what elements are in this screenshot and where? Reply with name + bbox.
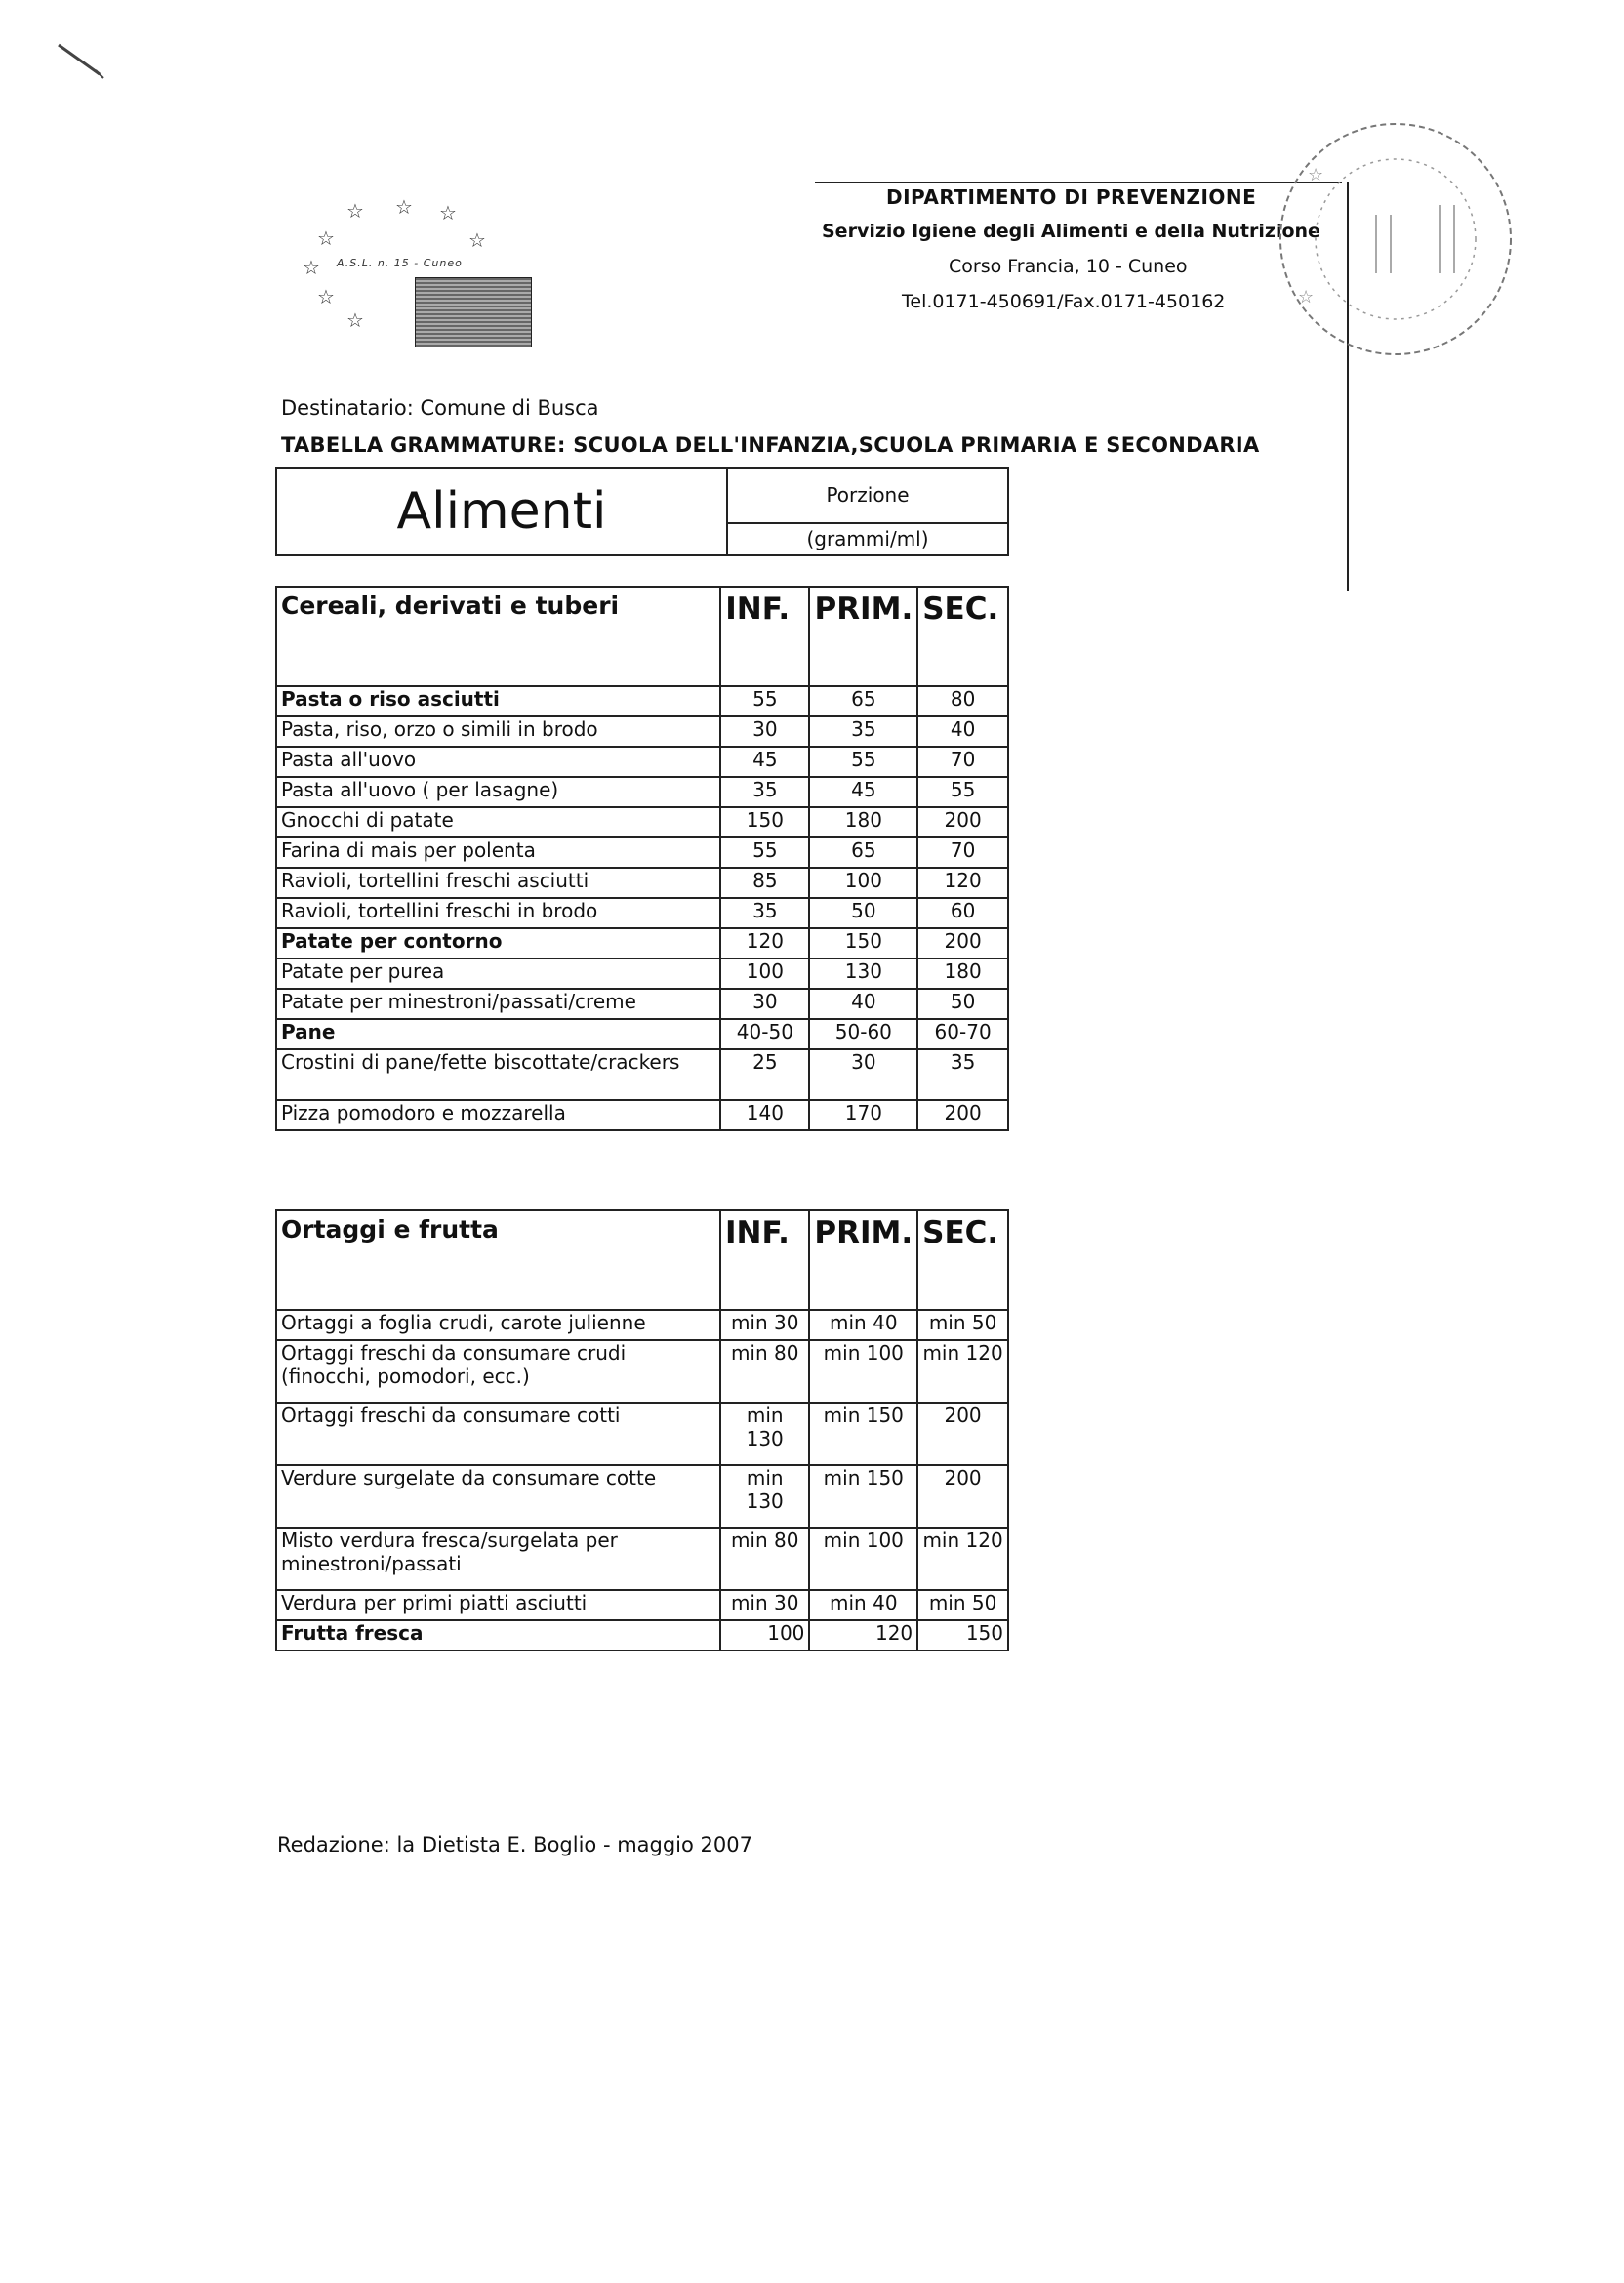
ortaggi-table <box>275 1209 1009 1651</box>
alimenti-header-table <box>275 467 1009 556</box>
pen-mark-icon <box>57 41 105 80</box>
value-sec: min 120 <box>917 1528 1008 1590</box>
value-prim: min 40 <box>809 1310 917 1340</box>
service-name: Servizio Igiene degli Alimenti e della Nutrizione <box>822 221 1320 242</box>
value-sec: 60 <box>917 898 1008 928</box>
food-name: Pane <box>276 1019 720 1049</box>
value-prim: 65 <box>809 837 917 868</box>
value-prim: 50-60 <box>809 1019 917 1049</box>
food-name: Pasta all'uovo <box>276 747 720 777</box>
food-name: Ortaggi freschi da consumare crudi (finocchi, pomodori, ecc.) <box>276 1340 720 1403</box>
value-prim: 30 <box>809 1049 917 1100</box>
value-sec: 120 <box>917 868 1008 898</box>
table-row <box>276 837 1008 868</box>
food-name: Pizza pomodoro e mozzarella <box>276 1100 720 1130</box>
value-sec: 70 <box>917 747 1008 777</box>
value-inf: min 30 <box>720 1310 809 1340</box>
table-row <box>276 807 1008 837</box>
food-name: Ravioli, tortellini freschi in brodo <box>276 898 720 928</box>
star-icon: ☆ <box>317 226 335 250</box>
value-sec: 180 <box>917 958 1008 989</box>
value-prim: 170 <box>809 1100 917 1130</box>
value-sec: 80 <box>917 686 1008 716</box>
cereali-table <box>275 586 1009 1131</box>
value-inf: min 130 <box>720 1403 809 1465</box>
table-row <box>276 928 1008 958</box>
value-sec: 70 <box>917 837 1008 868</box>
value-prim: 35 <box>809 716 917 747</box>
department-title: DIPARTIMENTO DI PREVENZIONE <box>886 185 1257 209</box>
food-name: Misto verdura fresca/surgelata per minestroni/passati <box>276 1528 720 1590</box>
value-sec: min 50 <box>917 1590 1008 1620</box>
star-icon: ☆ <box>439 201 457 224</box>
column-header-inf: INF. <box>720 1210 809 1310</box>
table-row <box>276 686 1008 716</box>
value-inf: 100 <box>720 958 809 989</box>
food-name: Gnocchi di patate <box>276 807 720 837</box>
value-sec: min 120 <box>917 1340 1008 1403</box>
official-stamp <box>1269 107 1522 371</box>
column-header-sec: SEC. <box>917 1210 1008 1310</box>
food-name: Ortaggi freschi da consumare cotti <box>276 1403 720 1465</box>
value-inf: 35 <box>720 898 809 928</box>
food-name: Ravioli, tortellini freschi asciutti <box>276 868 720 898</box>
value-inf: 55 <box>720 837 809 868</box>
value-inf: min 80 <box>720 1340 809 1403</box>
value-sec: 55 <box>917 777 1008 807</box>
category-heading: Cereali, derivati e tuberi <box>276 587 720 686</box>
value-sec: 200 <box>917 1403 1008 1465</box>
value-prim: 50 <box>809 898 917 928</box>
value-sec: 35 <box>917 1049 1008 1100</box>
value-sec: 200 <box>917 928 1008 958</box>
portion-unit: (grammi/ml) <box>727 523 1008 556</box>
value-prim: min 150 <box>809 1465 917 1528</box>
table-row <box>276 1340 1008 1403</box>
value-prim: 40 <box>809 989 917 1019</box>
value-sec: 200 <box>917 1100 1008 1130</box>
column-header-inf: INF. <box>720 587 809 686</box>
food-name: Patate per purea <box>276 958 720 989</box>
star-icon: ☆ <box>303 256 320 279</box>
value-inf: 45 <box>720 747 809 777</box>
star-icon: ☆ <box>346 199 364 223</box>
value-prim: 45 <box>809 777 917 807</box>
logo-building-image <box>415 277 532 347</box>
value-prim: 150 <box>809 928 917 958</box>
table-row <box>276 1620 1008 1651</box>
value-inf: min 130 <box>720 1465 809 1528</box>
value-inf: 120 <box>720 928 809 958</box>
value-prim: 180 <box>809 807 917 837</box>
value-inf: 30 <box>720 716 809 747</box>
value-sec: 40 <box>917 716 1008 747</box>
table-row <box>276 958 1008 989</box>
food-name: Patate per contorno <box>276 928 720 958</box>
table-row <box>276 898 1008 928</box>
address: Corso Francia, 10 - Cuneo <box>949 256 1188 277</box>
food-name: Crostini di pane/fette biscottate/crackers <box>276 1049 720 1100</box>
food-name: Verdura per primi piatti asciutti <box>276 1590 720 1620</box>
value-inf: min 30 <box>720 1590 809 1620</box>
value-prim: min 150 <box>809 1403 917 1465</box>
alimenti-title: Alimenti <box>276 468 727 555</box>
value-inf: min 80 <box>720 1528 809 1590</box>
table-row <box>276 747 1008 777</box>
star-icon: ☆ <box>395 195 413 219</box>
table-row <box>276 1100 1008 1130</box>
star-icon: ☆ <box>317 285 335 308</box>
star-icon: ☆ <box>346 308 364 332</box>
star-icon: ☆ <box>468 228 486 252</box>
value-inf: 150 <box>720 807 809 837</box>
value-inf: 40-50 <box>720 1019 809 1049</box>
table-row <box>276 1310 1008 1340</box>
table-row <box>276 1403 1008 1465</box>
table-row <box>276 868 1008 898</box>
portion-label: Porzione <box>727 468 1008 523</box>
table-row <box>276 1019 1008 1049</box>
value-inf: 100 <box>720 1620 809 1651</box>
value-prim: 130 <box>809 958 917 989</box>
category-heading: Ortaggi e frutta <box>276 1210 720 1310</box>
recipient: Destinatario: Comune di Busca <box>281 396 599 420</box>
table-row <box>276 1049 1008 1100</box>
footer-note: Redazione: la Dietista E. Boglio - maggio 2007 <box>277 1833 752 1856</box>
value-prim: min 100 <box>809 1528 917 1590</box>
ortaggi-rows <box>276 1310 1008 1651</box>
value-inf: 140 <box>720 1100 809 1130</box>
value-sec: 50 <box>917 989 1008 1019</box>
value-inf: 55 <box>720 686 809 716</box>
column-header-prim: PRIM. <box>809 587 917 686</box>
food-name: Verdure surgelate da consumare cotte <box>276 1465 720 1528</box>
value-sec: 200 <box>917 807 1008 837</box>
table-row <box>276 989 1008 1019</box>
food-name: Pasta o riso asciutti <box>276 686 720 716</box>
logo-text: A.S.L. n. 15 - Cuneo <box>337 257 463 269</box>
food-name: Farina di mais per polenta <box>276 837 720 868</box>
svg-text:☆: ☆ <box>1298 287 1315 307</box>
food-name: Frutta fresca <box>276 1620 720 1651</box>
column-header-sec: SEC. <box>917 587 1008 686</box>
value-sec: min 50 <box>917 1310 1008 1340</box>
food-name: Pasta all'uovo ( per lasagne) <box>276 777 720 807</box>
value-prim: min 40 <box>809 1590 917 1620</box>
value-prim: 120 <box>809 1620 917 1651</box>
table-row <box>276 716 1008 747</box>
table-title: TABELLA GRAMMATURE: SCUOLA DELL'INFANZIA,SCUOLA PRIMARIA E SECONDARIA <box>281 433 1260 457</box>
value-inf: 25 <box>720 1049 809 1100</box>
table-row <box>276 1590 1008 1620</box>
value-prim: min 100 <box>809 1340 917 1403</box>
column-header-prim: PRIM. <box>809 1210 917 1310</box>
value-sec: 200 <box>917 1465 1008 1528</box>
table-row <box>276 1465 1008 1528</box>
header-rule <box>815 182 1342 183</box>
cereali-rows <box>276 686 1008 1130</box>
value-inf: 85 <box>720 868 809 898</box>
value-prim: 65 <box>809 686 917 716</box>
value-inf: 30 <box>720 989 809 1019</box>
food-name: Patate per minestroni/passati/creme <box>276 989 720 1019</box>
value-prim: 100 <box>809 868 917 898</box>
value-prim: 55 <box>809 747 917 777</box>
svg-text:☆: ☆ <box>1308 165 1324 185</box>
table-row <box>276 777 1008 807</box>
value-sec: 60-70 <box>917 1019 1008 1049</box>
table-row <box>276 1528 1008 1590</box>
value-sec: 150 <box>917 1620 1008 1651</box>
food-name: Ortaggi a foglia crudi, carote julienne <box>276 1310 720 1340</box>
food-name: Pasta, riso, orzo o simili in brodo <box>276 716 720 747</box>
value-inf: 35 <box>720 777 809 807</box>
phone-fax: Tel.0171-450691/Fax.0171-450162 <box>902 291 1226 312</box>
